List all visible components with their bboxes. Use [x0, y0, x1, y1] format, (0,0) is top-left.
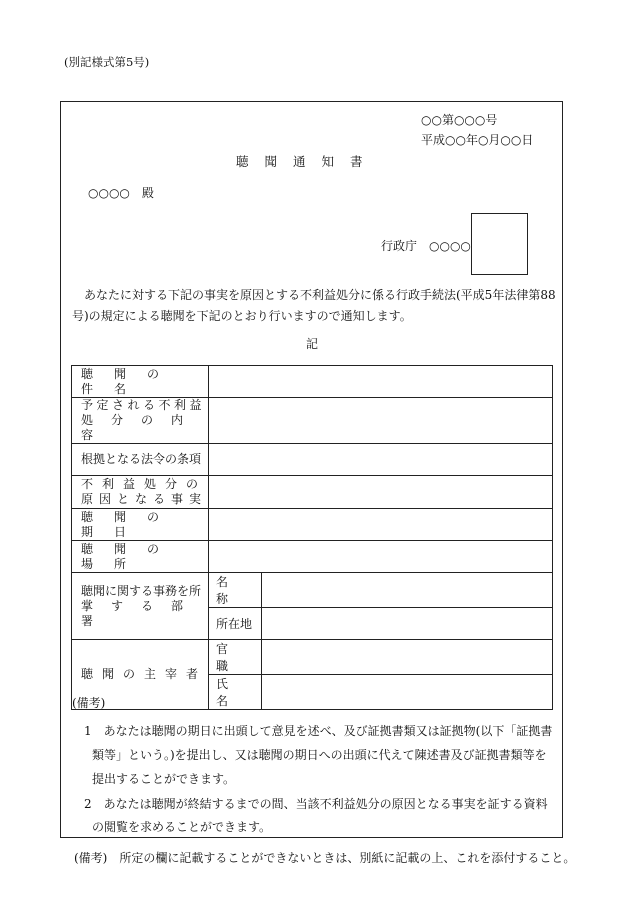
row-label: 聴聞に関する事務を所 掌する部署 [72, 573, 209, 640]
sub-label: 名称 [209, 573, 262, 608]
row-label: 聴聞の場所 [72, 541, 209, 573]
row-label: 聴聞の件名 [72, 366, 209, 398]
note-line: の閲覧を求めることができます。 [92, 820, 272, 834]
sub-label: 所在地 [209, 608, 262, 640]
value-cell-presider-name[interactable] [262, 675, 553, 710]
addressee: ○○○○ 殿 [88, 186, 154, 200]
table-row [72, 541, 553, 573]
table-row [72, 509, 553, 541]
body-text-line: あなたに対する下記の事実を原因とする不利益処分に係る行政手続法(平成5年法律第88 [72, 288, 556, 302]
table-row [72, 398, 553, 444]
value-cell-hearing-place[interactable] [209, 541, 553, 573]
row-label: 予定される不利益 処分の内容 [72, 398, 209, 444]
sub-label: 官職 [209, 640, 262, 675]
row-label: 聴聞の主宰者 [72, 640, 209, 710]
body-text-line: 号)の規定による聴聞を下記のとおり行いますので通知します。 [72, 309, 412, 323]
note-line: 類等」という。)を提出し、又は聴聞の期日への出頭に代えて陳述書及び証拠書類等を [92, 748, 547, 762]
row-label: 不利益処分の 原因となる事実 [72, 476, 209, 509]
ki-heading: 記 [306, 337, 319, 351]
value-cell-hearing-subject[interactable] [209, 366, 553, 398]
document-date: 平成○○年○月○○日 [421, 133, 534, 147]
value-cell-dept-address[interactable] [262, 608, 553, 640]
footer-note: (備考) 所定の欄に記載することができないときは、別紙に記載の上、これを添付すること。 [74, 851, 576, 865]
value-cell-planned-disposition[interactable] [209, 398, 553, 444]
table-row [72, 573, 553, 608]
document-title: 聴聞通知書 [236, 154, 379, 169]
note-line: 2 あなたは聴聞が終結するまでの間、当該不利益処分の原因となる事実を証する資料 [84, 797, 548, 811]
table-row [72, 640, 553, 675]
value-cell-dept-name[interactable] [262, 573, 553, 608]
value-cell-hearing-date[interactable] [209, 509, 553, 541]
hearing-details-table [71, 365, 553, 710]
row-label: 根拠となる法令の条項 [72, 444, 209, 476]
value-cell-cause-facts[interactable] [209, 476, 553, 509]
issuing-agency: 行政庁 ○○○○ [381, 239, 471, 253]
row-label: 聴聞の期日 [72, 509, 209, 541]
note-line: 1 あなたは聴聞の期日に出頭して意見を述べ、及び証拠書類又は証拠物(以下「証拠書 [84, 724, 553, 738]
seal-box [471, 213, 528, 275]
document-number: ○○第○○○号 [421, 113, 498, 127]
table-row [72, 366, 553, 398]
table-row [72, 444, 553, 476]
value-cell-legal-basis[interactable] [209, 444, 553, 476]
form-label: (別記様式第5号) [64, 55, 150, 69]
value-cell-presider-title[interactable] [262, 640, 553, 675]
note-line: 提出することができます。 [92, 772, 236, 786]
notes-heading: (備考) [72, 696, 106, 710]
sub-label: 氏名 [209, 675, 262, 710]
table-row [72, 476, 553, 509]
